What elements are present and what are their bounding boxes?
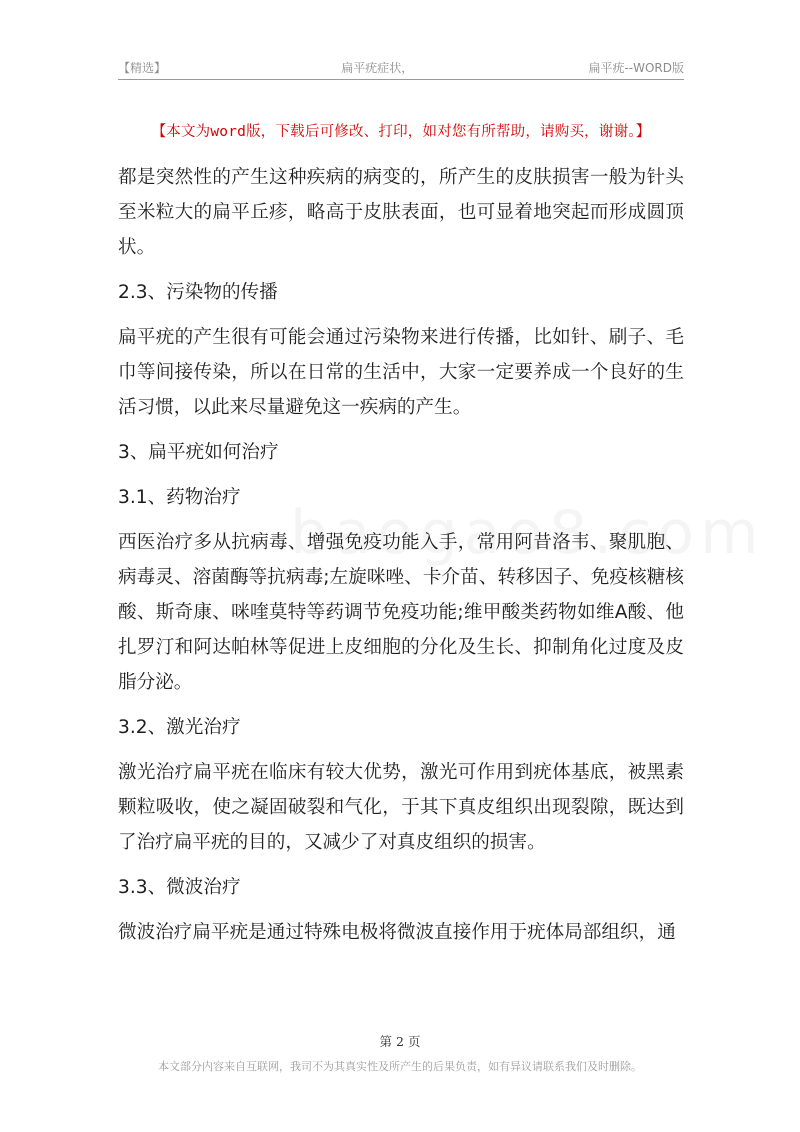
section-heading: 3.2、激光治疗 [118,717,241,738]
paragraph: 西医治疗多从抗病毒、增强免疫功能入手，常用阿昔洛韦、聚肌胞、病毒灵、溶菌酶等抗病毒;左旋咪唑、卡介苗、转移因子、免疫核糖核酸、斯奇康、咪喹莫特等药调节免疫功能;维甲酸类药物如维A酸、他扎罗汀和阿达帕林等促进上皮细胞的分化及生长、抑制角化过度及皮脂分泌。 [118,532,684,693]
footer-disclaimer: 本文部分内容来自互联网，我司不为其真实性及所产生的后果负责，如有异议请联系我们及时删除。 [158,1060,642,1073]
paragraph: 都是突然性的产生这种疾病的病变的，所产生的皮肤损害一般为针头至米粒大的扁平丘疹，略高于皮肤表面，也可显着地突起而形成圆顶状。 [118,167,684,258]
header-divider [118,79,684,80]
page-header [118,56,684,78]
document-body [118,160,684,950]
section-heading: 3.1、药物治疗 [118,487,241,508]
page-number: 第 2 页 [379,1034,421,1049]
paragraph: 扁平疣的产生很有可能会通过污染物来进行传播，比如针、刷子、毛巾等间接传染，所以在日常的生活中，大家一定要养成一个良好的生活习惯，以此来尽量避免这一疾病的产生。 [118,327,684,418]
paragraph: 微波治疗扁平疣是通过特殊电极将微波直接作用于疣体局部组织，通 [118,922,676,943]
header-right-label: 扁平疣--WORD版 [588,60,684,75]
header-center-label: 扁平疣症状， [341,60,414,75]
header-left-label: 【精选】 [118,60,167,75]
download-notice: 【本文为word版，下载后可修改、打印，如对您有所帮助，请购买，谢谢。】 [151,124,651,140]
paragraph: 激光治疗扁平疣在临床有较大优势，激光可作用到疣体基底，被黑素颗粒吸收，使之凝固破裂和气化，于其下真皮组织出现裂隙，既达到了治疗扁平疣的目的，又减少了对真皮组织的损害。 [118,762,684,853]
section-heading: 2.3、污染物的传播 [118,282,278,303]
section-heading: 3.3、微波治疗 [118,877,241,898]
section-heading: 3、扁平疣如何治疗 [118,442,279,463]
